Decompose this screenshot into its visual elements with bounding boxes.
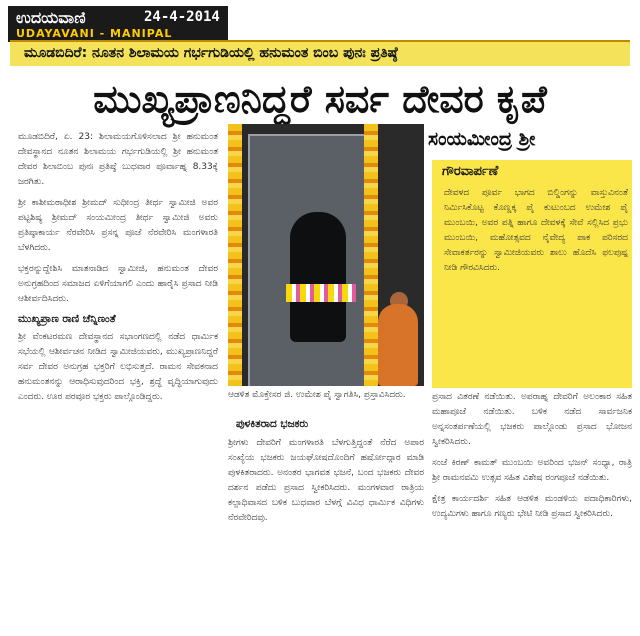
photo-caption: ಆಡಳಿತ ಮೊಕ್ತೇಸರ ಜಿ. ಉಮೇಶ ಪೈ ಸ್ವಾಗತಿಸಿ, ಪ್ರಸ್ತಾವಿಸಿದರು. [228, 390, 406, 400]
edition-label: UDAYAVANI - MANIPAL [16, 27, 173, 40]
headline: ಮುಖ್ಯಪ್ರಾಣನಿದ್ದರೆ ಸರ್ವ ದೇವರ ಕೃಪೆ [93, 77, 547, 121]
paragraph: ಕ್ಷೇತ್ರ ಕಾರ್ಯದರ್ಶಿ ಸಹಿತ ಆಡಳಿತ ಮಂಡಳಿಯ ಪದಾಧಿಕಾರಿಗಳು, ಉದ್ಯಮಿಗಳು ಹಾಗೂ ಗಣ್ಯರು ಭೇಟಿ ನೀಡಿ ಪ್ರಸಾದ ಸ್ವೀಕರಿಸಿದರು. [432, 494, 632, 519]
article-column-2 [228, 436, 424, 618]
paragraph: ಪ್ರಸಾದ ವಿತರಣೆ ನಡೆಯಿತು. ಅಪರಾಹ್ನ ದೇವರಿಗೆ ಅಲಂಕಾರ ಸಹಿತ ಮಹಾಪೂಜೆ ನಡೆಯಿತು. ಬಳಿಕ ನಡೆದ ಸಾರ್ವಜನಿಕ ಅನ್ನಸಂತರ್ಪಣೆಯಲ್ಲಿ ಭಜಕರು ಪಾಲ್ಗೊಂಡು ಪ್ರಸಾದ ಭೋಜನ ಸ್ವೀಕರಿಸಿದರು. [432, 392, 632, 447]
paragraph: ಭಕ್ತರನ್ನುದ್ದೇಶಿಸಿ ಮಾತನಾಡಿದ ಸ್ವಾಮೀಜಿ, ಹನುಮಂತ ದೇವರ ಅನುಗ್ರಹದಿಂದ ಸಮಾಜದ ಏಳಿಗೆಯಾಗಲಿ ಎಂದು ಹಾರೈಸಿ ಪ್ರಸಾದ ನೀಡಿ ಆಶೀರ್ವದಿಸಿದರು. [18, 264, 218, 304]
idol [290, 212, 346, 342]
kicker-text: ಮೂಡಬಿದಿರೆ: ನೂತನ ಶಿಲಾಮಯ ಗರ್ಭಗುಡಿಯಲ್ಲಿ ಹನುಮಂತ ಬಿಂಬ ಪುನಃ ಪ್ರತಿಷ್ಠೆ [24, 45, 398, 61]
masthead [8, 6, 228, 42]
highlight-box [432, 160, 632, 388]
flower-garland [286, 284, 356, 302]
paragraph: ಶ್ರೀ ವೆಂಕಟರಮಣ ದೇವಸ್ಥಾನದ ಸಭಾಂಗಣದಲ್ಲಿ ನಡೆದ ಧಾರ್ಮಿಕ ಸಭೆಯಲ್ಲಿ ಆಶೀರ್ವಚನ ನೀಡಿದ ಸ್ವಾಮೀಜಿಯವರು, ಮುಖ್ಯಪ್ರಾಣನಿದ್ದರೆ ಸರ್ವ ದೇವರ ಅನುಗ್ರಹ ಭಕ್ತರಿಗೆ ಲಭಿಸುತ್ತದೆ. ರಾಮನ ಸೇವಕನಾದ ಹನುಮಂತನನ್ನು ಆರಾಧಿಸುವುದರಿಂದ ಭಕ್ತಿ, ಶ್ರದ್ಧೆ ವೃದ್ಧಿಯಾಗುವುದು ಎಂದರು. ಊರ ಪರವೂರ ಭಕ್ತರು ಪಾಲ್ಗೊಂಡಿದ್ದರು. [18, 332, 218, 402]
paragraph: ಸಂಜೆ ಕಿರಣ್ ಕಾಮತ್ ಮುಂಬಯಿ ಅವರಿಂದ ಭಜನ್ ಸಂಧ್ಯಾ, ರಾತ್ರಿ ಶ್ರೀ ರಾಮನವಮಿ ಉತ್ಸವ ಸಹಿತ ವಿಶೇಷ ರಂಗಪೂಜೆ ನಡೆಯಿತು. [432, 458, 632, 483]
kicker-banner [10, 40, 630, 66]
priest-figure [378, 304, 418, 386]
article-column-3 [432, 390, 632, 618]
temple-photo [228, 124, 424, 386]
paragraph: ಶ್ರೀ ಕಾಶೀಮಠಾಧೀಶ ಶ್ರೀಮದ್ ಸುಧೀಂದ್ರ ತೀರ್ಥ ಸ್ವಾಮೀಜಿ ಅವರ ಪಟ್ಟಶಿಷ್ಯ ಶ್ರೀಮದ್ ಸಂಯಮೀಂದ್ರ ತೀರ್ಥ ಸ್ವಾಮೀಜಿ ಅವರು ಪ್ರತಿಷ್ಠಾಕಾರ್ಯ ನೆರವೇರಿಸಿ ಪ್ರಸನ್ನ ಪೂಜೆ ನೆರವೇರಿಸಿ ಮಂಗಳಾರತಿ ಬೆಳಗಿದರು. [18, 198, 218, 253]
box-body: ದೇವಳದ ಪೂರ್ವ ಭಾಗದ ಬಿಲ್ಡಿಂಗನ್ನು ವಾಸ್ತುವಿನಂತೆ ನಿರ್ಮಿಸಿಕೊಟ್ಟ ಕೊಣ್ಣಕ್ಕ ಪೈ ಕುಟುಂಬದ ಉಮೇಶ ಪೈ ಮುಂಬಯಿ, ಅವರ ಪತ್ನಿ ಹಾಗೂ ದೇವಳಕ್ಕೆ ಸೇವೆ ಸಲ್ಲಿಸಿದ ಪ್ರಭು ಮುಂಬಯಿ, ಮಹೋತ್ಸವದ ನೈವೇದ್ಯ ಪಾಕ ಪರಿಸರದ ಸೇವಾಕರ್ತರನ್ನು ಸ್ವಾಮೀಜಿಯವರು ಶಾಲು ಹೊದೆಸಿ ಫಲಪುಷ್ಪ ನೀಡಿ ಗೌರವಿಸಿದರು. [444, 188, 628, 273]
subheading: ಮುಖ್ಯಪ್ರಾಣ ರಾಣಿ ಚೆನ್ನಿಣಂತೆ [18, 313, 116, 325]
garland-right [364, 124, 378, 386]
box-heading: ಗೌರವಾರ್ಪಣೆ [442, 164, 499, 179]
newspaper-name: ಉದಯವಾಣಿ [16, 8, 86, 27]
paragraph: ಶ್ರೀಗಳು ದೇವರಿಗೆ ಮಂಗಳಾರತಿ ಬೆಳಗುತ್ತಿದ್ದಂತೆ ನೆರೆದ ಅಪಾರ ಸಂಖ್ಯೆಯ ಭಜಕರು ಜಯಘೋಷದೊಂದಿಗೆ ಹರ್ಷೋದ್ಗಾರ ಮಾಡಿ ಪುಳಕಿತರಾದರು. ಅನಂತರ ಭಾಗವತ ಭಜನೆ, ಬಂದ ಭಜಕರು ದೇವರ ದರ್ಶನ ಪಡೆದು ಪ್ರಸಾದ ಸ್ವೀಕರಿಸಿದರು. ಮಂಗಳವಾರ ರಾತ್ರಿಯ ಕಲ್ಪಾಧಿವಾಸದ ಬಳಿಕ ಬುಧವಾರ ಬೆಳಗ್ಗೆ ವಿವಿಧ ಧಾರ್ಮಿಕ ವಿಧಿಗಳು ನೆರವೇರಿದವು. [228, 438, 424, 523]
publication-date: 24-4-2014 [144, 9, 220, 25]
garland-left [228, 124, 242, 386]
subheading: ಪುಳಕಿತರಾದ ಭಜಕರು [236, 418, 309, 430]
byline: ಸಂಯಮೀಂದ್ರ ಶ್ರೀ [428, 128, 536, 150]
paragraph: ಮೂಡಬಿದಿರೆ, ಏ. 23: ಶಿಲಾಮಯಗೊಳಿಸಲಾದ ಶ್ರೀ ಹನುಮಂತ ದೇವಸ್ಥಾನದ ನೂತನ ಶಿಲಾಮಯ ಗರ್ಭಗುಡಿಯಲ್ಲಿ ಶ್ರೀ ಹನುಮಂತ ದೇವರ ಶಿಲಾಬಿಂಬ ಪುನಃ ಪ್ರತಿಷ್ಠೆ ಬುಧವಾರ ಪೂರ್ವಾಹ್ನ 8.33ಕ್ಕೆ ಜರಗಿತು. [18, 132, 218, 187]
article-column-1 [18, 130, 218, 618]
